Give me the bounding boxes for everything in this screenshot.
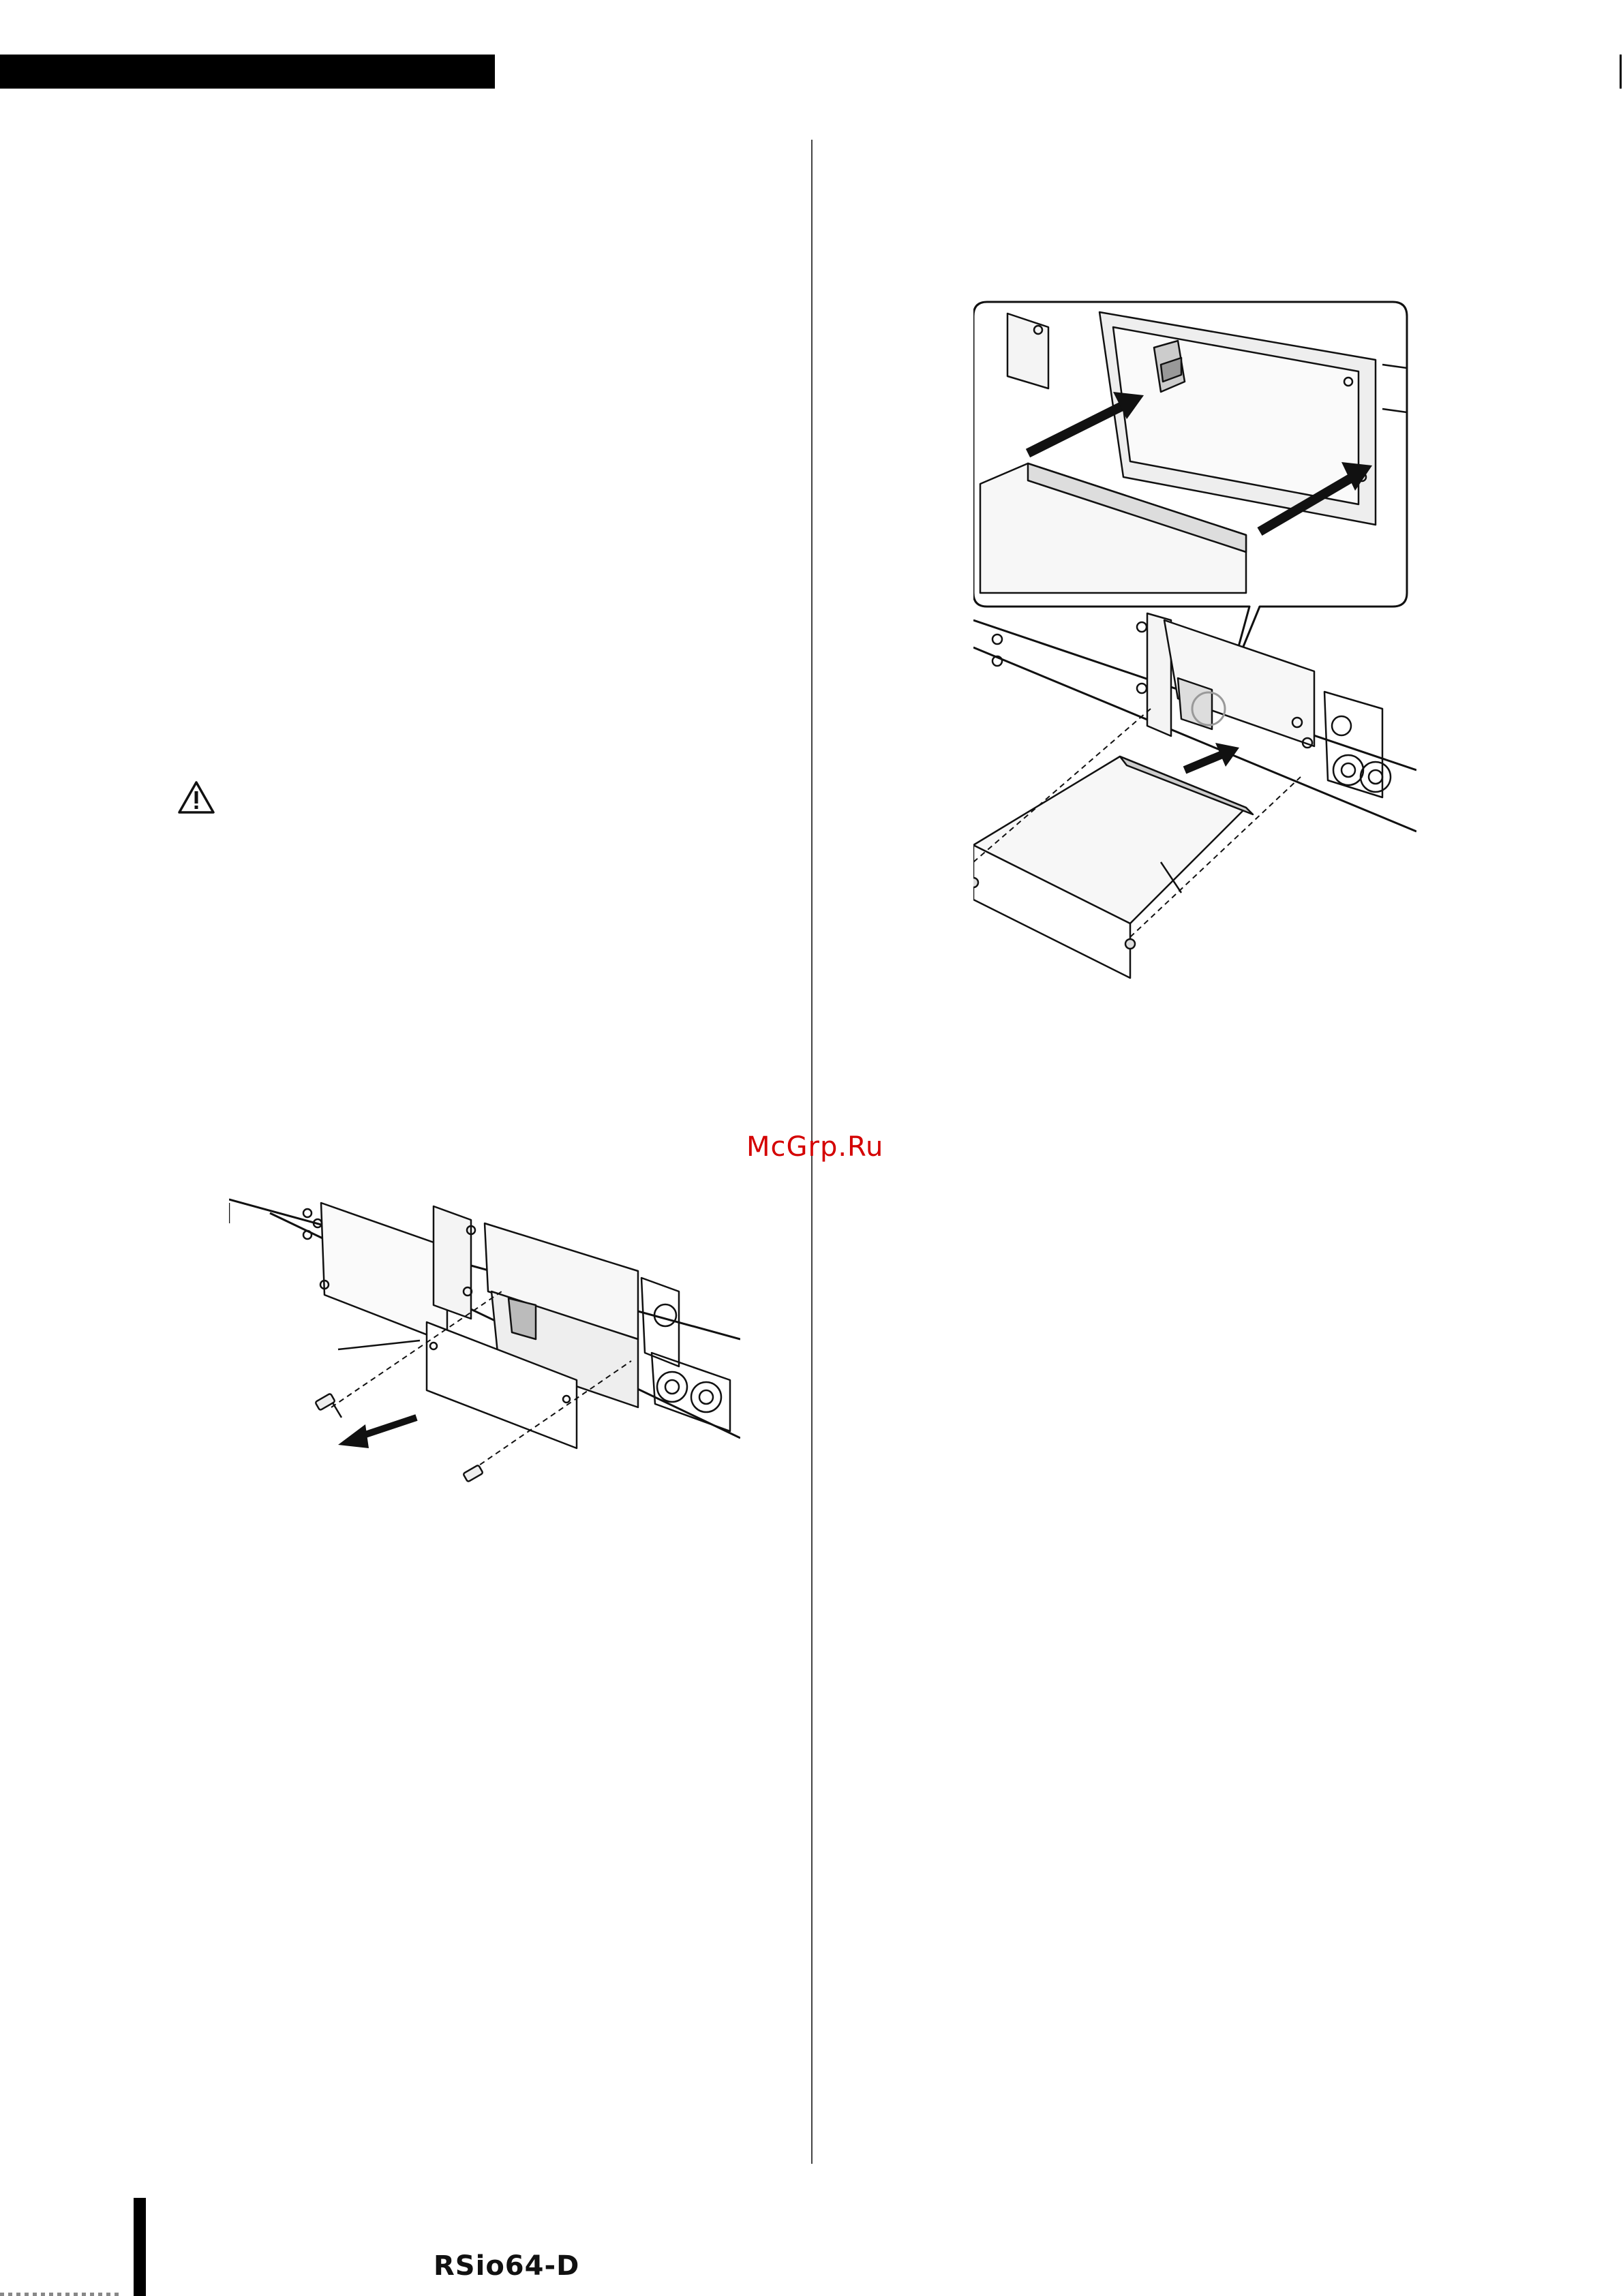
- warning-triangle-icon: [177, 780, 215, 814]
- card-insertion-illustration: [973, 300, 1416, 988]
- header-edge-mark: [1620, 55, 1622, 89]
- footer-bar: [134, 2198, 146, 2296]
- footer-strip: [0, 2293, 123, 2296]
- watermark: McGrp.Ru: [746, 1131, 884, 1163]
- slot-cover-removal-illustration: [229, 1182, 740, 1506]
- product-logo: RSio64-D: [434, 2250, 580, 2282]
- header-bar: [0, 55, 495, 89]
